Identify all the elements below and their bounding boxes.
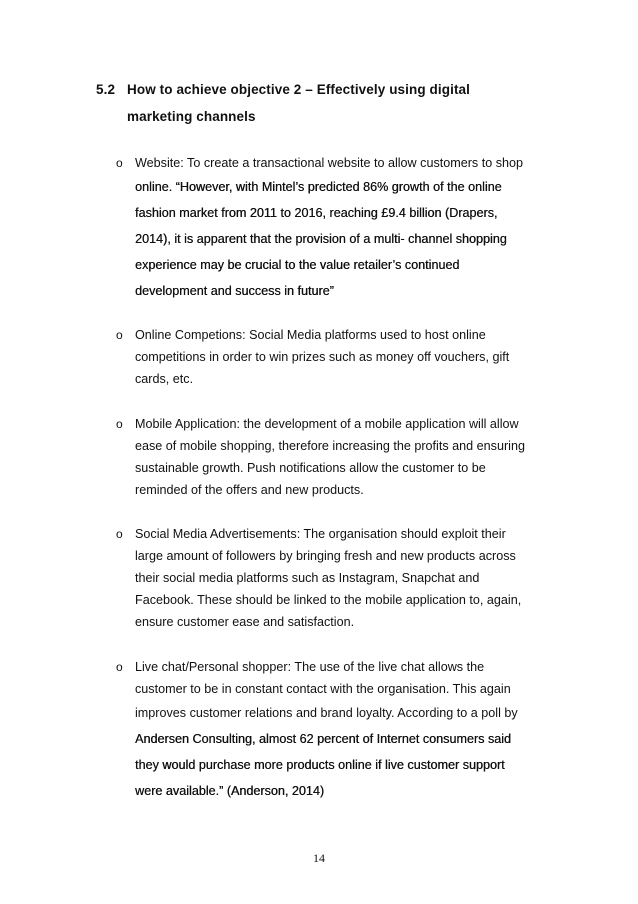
bullet-icon: o <box>116 417 123 431</box>
heading-text-1: How to achieve objective 2 – Effectively using digital <box>127 82 470 97</box>
text-line: improves customer relations and brand loyalty. According to a poll by <box>135 706 518 720</box>
text-line: Andersen Consulting, almost 62 percent of Internet consumers said <box>135 732 511 746</box>
text-line: Mobile Application: the development of a mobile application will allow <box>135 417 519 431</box>
list-item-text <box>135 324 537 390</box>
text-line: customer to be in constant contact with the organisation. This again <box>135 682 511 696</box>
text-line: 2014), it is apparent that the provision of a multi- channel shopping <box>135 232 507 246</box>
text-line: they would purchase more products online if live customer support <box>135 758 505 772</box>
bullet-icon: o <box>116 527 123 541</box>
text-line: cards, etc. <box>135 372 194 386</box>
bullet-icon: o <box>116 156 123 170</box>
text-line: fashion market from 2011 to 2016, reaching £9.4 billion (Drapers, <box>135 206 498 220</box>
list-item-text <box>135 656 537 804</box>
heading-line-2: marketing channels <box>127 109 256 124</box>
text-line: experience may be crucial to the value retailer’s continued <box>135 258 460 272</box>
text-line: Social Media Advertisements: The organisation should exploit their <box>135 527 506 541</box>
bullet-icon: o <box>116 660 123 674</box>
text-line: development and success in future” <box>135 284 334 298</box>
text-line: were available.” (Anderson, 2014) <box>135 784 325 798</box>
heading-line-1 <box>96 82 470 97</box>
page-number: 14 <box>313 851 325 865</box>
text-line: their social media platforms such as Instagram, Snapchat and <box>135 571 480 585</box>
section-number: 5.2 <box>96 82 116 97</box>
text-line: competitions in order to win prizes such as money off vouchers, gift <box>135 350 510 364</box>
text-line: Live chat/Personal shopper: The use of the live chat allows the <box>135 660 485 674</box>
list-item-text <box>135 152 537 304</box>
text-line: reminded of the offers and new products. <box>135 483 364 497</box>
bullet-icon: o <box>116 328 123 342</box>
text-line: large amount of followers by bringing fresh and new products across <box>135 549 516 563</box>
text-line: Online Competions: Social Media platforms used to host online <box>135 328 486 342</box>
text-line: ease of mobile shopping, therefore increasing the profits and ensuring <box>135 439 525 453</box>
list-item-text <box>135 523 537 633</box>
text-line: online. “However, with Mintel’s predicted 86% growth of the online <box>135 180 502 194</box>
text-line: ensure customer ease and satisfaction. <box>135 615 355 629</box>
text-line: Facebook. These should be linked to the mobile application to, again, <box>135 593 522 607</box>
text-line: Website: To create a transactional website to allow customers to shop <box>135 156 524 170</box>
list-item-text <box>135 413 537 501</box>
section-heading <box>96 76 556 130</box>
text-line: sustainable growth. Push notifications allow the customer to be <box>135 461 486 475</box>
